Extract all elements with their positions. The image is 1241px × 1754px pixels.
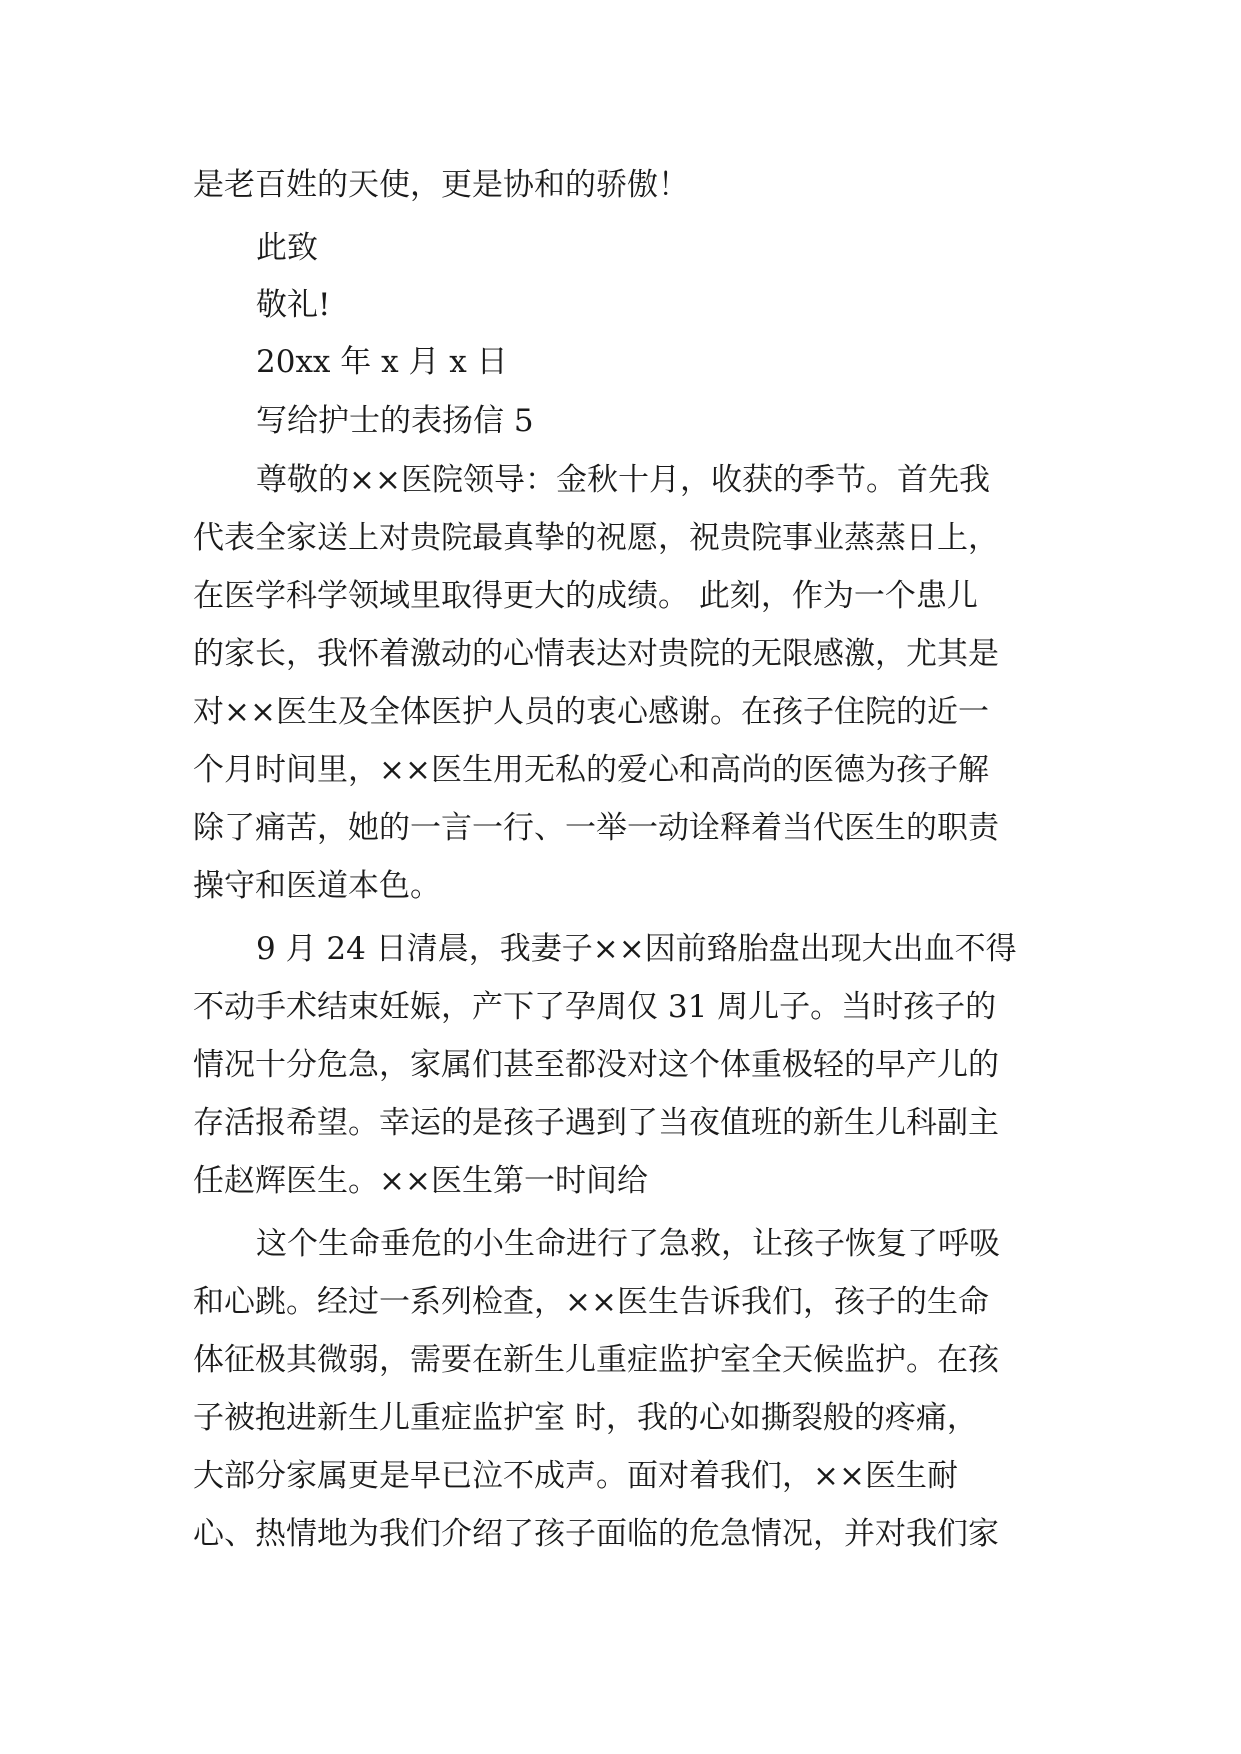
text-line: 是老百姓的天使，更是协和的骄傲！ — [193, 167, 689, 203]
section-title: 写给护士的表扬信 5 — [256, 403, 534, 439]
text-line: 尊敬的××医院领导：金秋十月，收获的季节。首先我 — [256, 462, 990, 498]
closing-line: 此致 — [256, 230, 318, 266]
text-line: 情况十分危急，家属们甚至都没对这个体重极轻的早产儿的 — [193, 1047, 999, 1083]
date-line: 20xx 年 x 月 x 日 — [256, 344, 508, 380]
text-line: 不动手术结束妊娠，产下了孕周仅 31 周儿子。当时孩子的 — [193, 989, 997, 1025]
text-line: 和心跳。经过一系列检查，××医生告诉我们，孩子的生命 — [193, 1284, 989, 1320]
text-line: 在医学科学领域里取得更大的成绩。 此刻，作为一个患儿 — [193, 578, 978, 614]
text-line: 存活报希望。幸运的是孩子遇到了当夜值班的新生儿科副主 — [193, 1105, 999, 1141]
text-line: 的家长，我怀着激动的心情表达对贵院的无限感激，尤其是 — [193, 636, 999, 672]
text-line: 除了痛苦，她的一言一行、一举一动诠释着当代医生的职责 — [193, 810, 999, 846]
text-line: 任赵辉医生。××医生第一时间给 — [193, 1163, 648, 1199]
text-line: 体征极其微弱，需要在新生儿重症监护室全天候监护。在孩 — [193, 1342, 999, 1378]
text-line: 对××医生及全体医护人员的衷心感谢。在孩子住院的近一 — [193, 694, 989, 730]
text-line: 这个生命垂危的小生命进行了急救，让孩子恢复了呼吸 — [256, 1226, 1000, 1262]
text-line: 操守和医道本色。 — [193, 868, 441, 904]
text-line: 心、热情地为我们介绍了孩子面临的危急情况，并对我们家 — [193, 1516, 999, 1552]
salutation-line: 敬礼! — [256, 287, 331, 323]
text-line: 大部分家属更是早已泣不成声。面对着我们，××医生耐 — [193, 1458, 958, 1494]
text-line: 代表全家送上对贵院最真挚的祝愿，祝贵院事业蒸蒸日上， — [193, 520, 999, 556]
text-line: 子被抱进新生儿重症监护室 时，我的心如撕裂般的疼痛， — [193, 1400, 978, 1436]
text-line: 9 月 24 日清晨，我妻子××因前臵胎盘出现大出血不得 — [256, 931, 1017, 967]
text-line: 个月时间里，××医生用无私的爱心和高尚的医德为孩子解 — [193, 752, 989, 788]
